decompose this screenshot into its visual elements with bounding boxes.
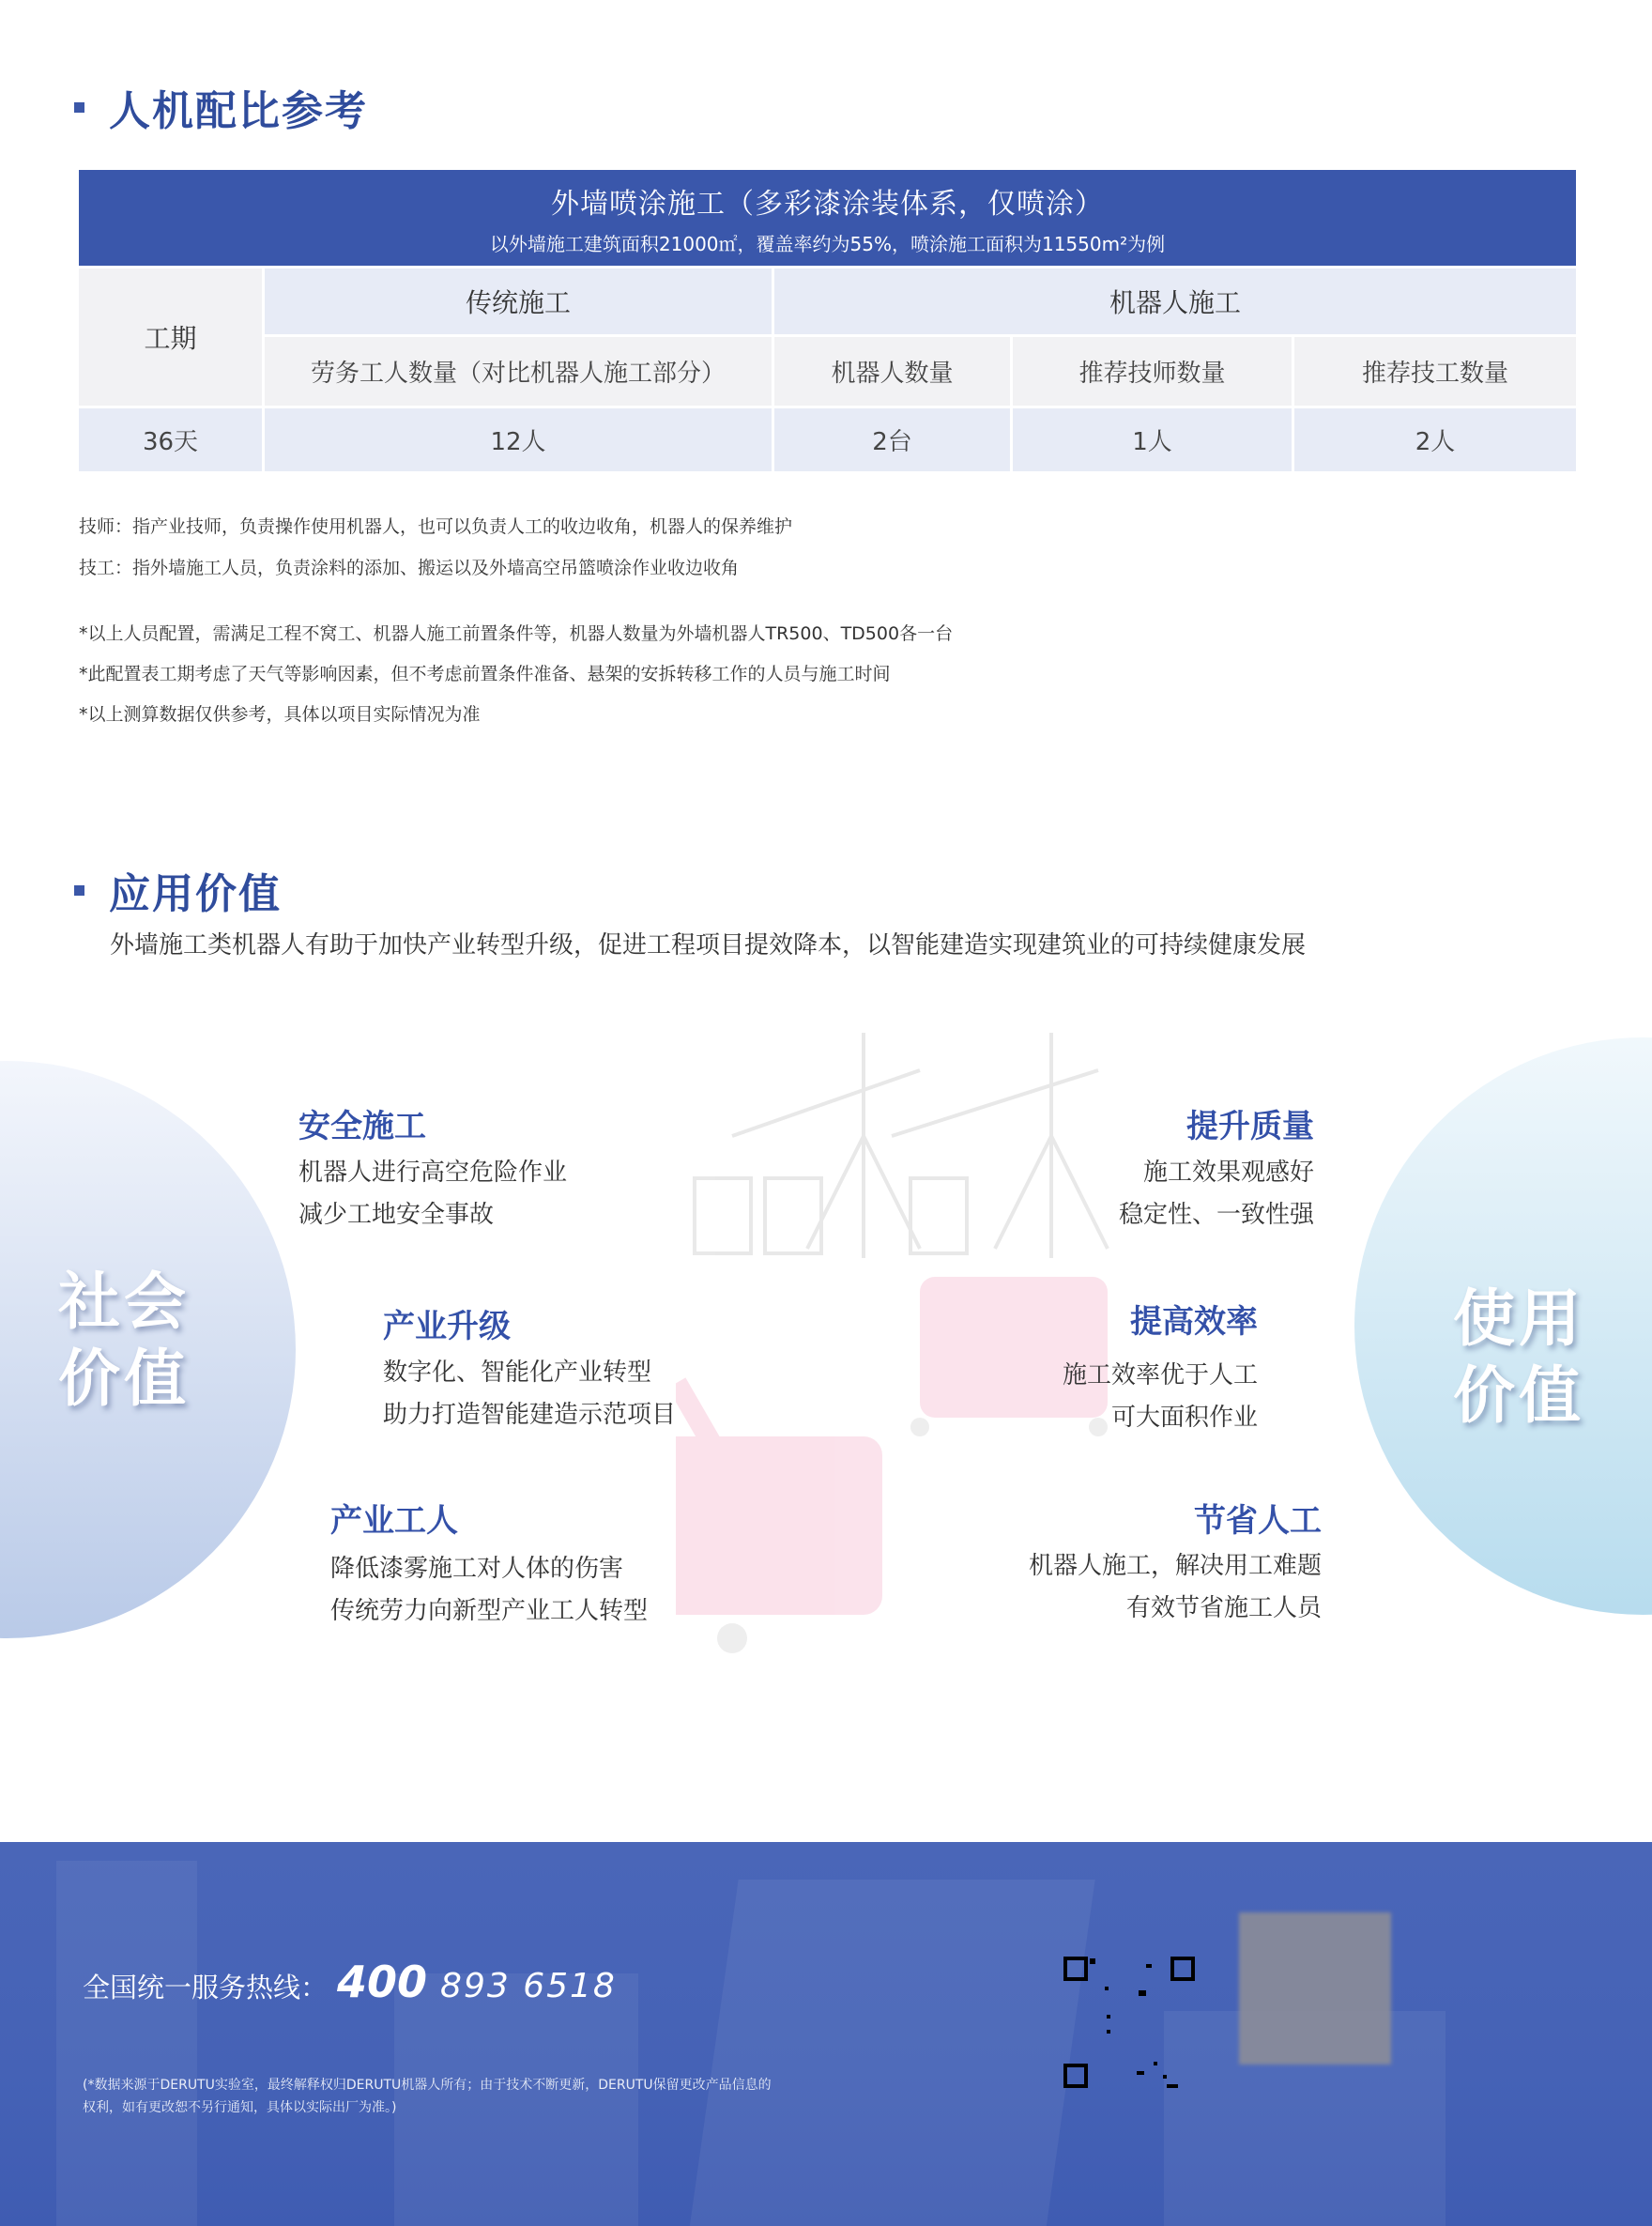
- table-title: 外墙喷涂施工（多彩漆涂装体系，仅喷涂）: [551, 187, 1104, 221]
- section-title: 应用价值: [109, 870, 282, 918]
- section-lead: 外墙施工类机器人有助于加快产业转型升级，促进工程项目提效降本，以智能建造实现建筑业的可持续健康发展: [110, 931, 1307, 959]
- ratio-table: [76, 167, 1579, 474]
- hotline-prefix: 400: [337, 1957, 428, 2007]
- item-labor-line-1: 机器人施工，解决用工难题: [1028, 1552, 1322, 1580]
- item-upgrade-title: 产业升级: [383, 1308, 511, 1345]
- traditional-header: 传统施工: [264, 268, 773, 336]
- item-upgrade-line-2: 助力打造智能建造示范项目: [383, 1401, 677, 1429]
- period-header: 工期: [78, 268, 264, 407]
- hotline: [83, 1957, 617, 2007]
- note-technician: 技师：指产业技师，负责操作使用机器人，也可以负责人工的收边收角，机器人的保养维护: [79, 516, 793, 537]
- heading-bullet-icon: [74, 885, 84, 896]
- sub-header-robots: 机器人数量: [773, 336, 1012, 407]
- table-title-cell: [78, 169, 1578, 268]
- social-value-label: 社会 价值: [58, 1266, 190, 1415]
- qr-code-icon[interactable]: [1062, 1955, 1201, 2094]
- sub-header-technicians: 推荐技师数量: [1012, 336, 1293, 407]
- item-safety-title: 安全施工: [298, 1108, 426, 1145]
- section-title: 人机配比参考: [109, 87, 368, 135]
- blurred-qr-image: [1239, 1912, 1391, 2065]
- item-safety-line-2: 减少工地安全事故: [298, 1201, 495, 1229]
- item-efficiency-line-1: 施工效率优于人工: [1062, 1361, 1258, 1389]
- sub-header-skilled-workers: 推荐技工数量: [1293, 336, 1578, 407]
- cell-robots: 2台: [773, 407, 1012, 473]
- cell-technicians: 1人: [1012, 407, 1293, 473]
- heading-bullet-icon: [74, 102, 84, 113]
- use-value-label: 使用 价值: [1453, 1282, 1584, 1432]
- hotline-label: 全国统一服务热线：: [83, 1972, 329, 2003]
- item-quality-title: 提升质量: [1186, 1108, 1314, 1145]
- hotline-number: 893 6518: [440, 1967, 617, 2005]
- footnote-3: *以上测算数据仅供参考，具体以项目实际情况为准: [79, 704, 481, 725]
- cell-workers: 12人: [264, 407, 773, 473]
- item-workers-line-1: 降低漆雾施工对人体的伤害: [330, 1555, 624, 1583]
- item-quality-line-2: 稳定性、一致性强: [1118, 1201, 1314, 1229]
- item-efficiency-title: 提高效率: [1130, 1303, 1258, 1341]
- item-quality-line-1: 施工效果观感好: [1142, 1159, 1314, 1187]
- item-workers-title: 产业工人: [330, 1502, 458, 1540]
- item-safety-line-1: 机器人进行高空危险作业: [298, 1159, 568, 1187]
- item-labor-line-2: 有效节省施工人员: [1125, 1594, 1322, 1622]
- robot-header: 机器人施工: [773, 268, 1578, 336]
- table-row: [78, 407, 1578, 473]
- section-heading-value: [74, 860, 282, 920]
- note-skilled-worker: 技工：指外墙施工人员，负责涂料的添加、搬运以及外墙高空吊篮喷涂作业收边收角: [79, 558, 740, 578]
- building-shape: [56, 1861, 197, 2226]
- cell-skilled-workers: 2人: [1293, 407, 1578, 473]
- item-upgrade-line-1: 数字化、智能化产业转型: [383, 1359, 652, 1387]
- footer: [0, 1842, 1652, 2226]
- item-workers-line-2: 传统劳力向新型产业工人转型: [330, 1597, 649, 1625]
- sub-header-workers: 劳务工人数量（对比机器人施工部分）: [264, 336, 773, 407]
- building-shape: [688, 1880, 1094, 2226]
- item-efficiency-line-2: 可大面积作业: [1110, 1404, 1258, 1432]
- cell-period: 36天: [78, 407, 264, 473]
- disclaimer: (*数据来源于DERUTU实验室，最终解释权归DERUTU机器人所有；由于技术不断更新，DERUTU保留更改产品信息的 权利，如有更改恕不另行通知，具体以实际出厂为准。): [83, 2078, 772, 2115]
- table-subtitle: 以外墙施工建筑面积21000㎡，覆盖率约为55%，喷涂施工面积为11550m²为例: [489, 232, 1166, 255]
- footnote-2: *此配置表工期考虑了天气等影响因素，但不考虑前置条件准备、悬架的安拆转移工作的人员与施工时间: [79, 664, 891, 684]
- item-labor-title: 节省人工: [1194, 1502, 1322, 1540]
- section-heading-ratio: [74, 77, 368, 137]
- footnote-1: *以上人员配置，需满足工程不窝工、机器人施工前置条件等，机器人数量为外墙机器人TR500、TD500各一台: [79, 623, 954, 644]
